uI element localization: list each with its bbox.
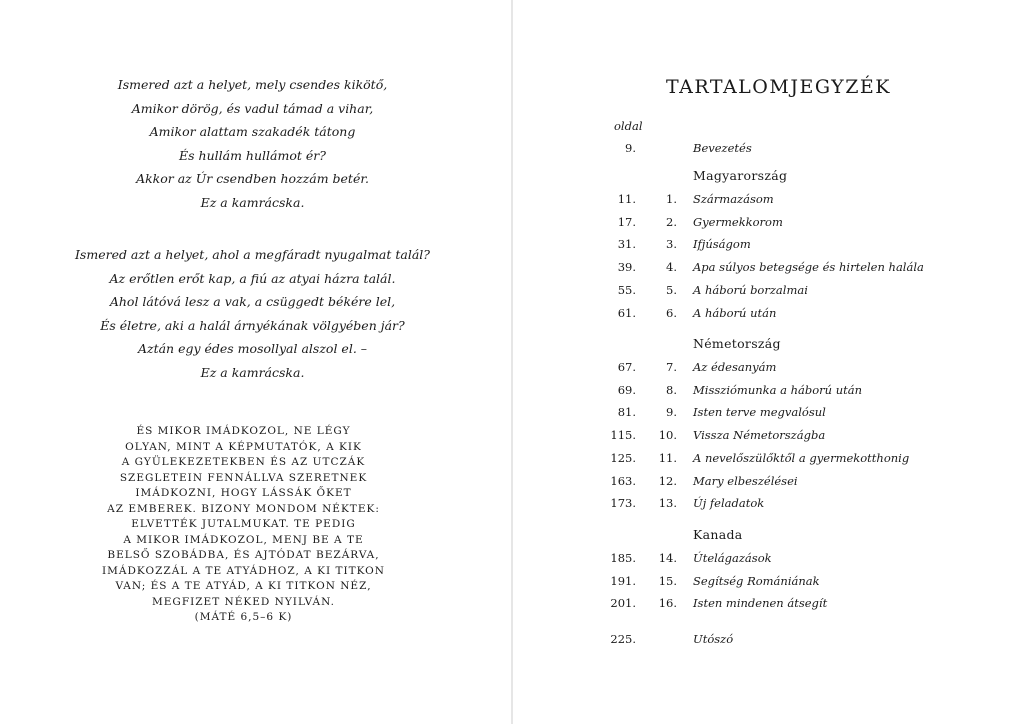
toc-chapter-title: Mary elbeszélései <box>693 473 798 488</box>
verse-line: ELVETTÉK JUTALMUKAT. TE PEDIG <box>131 518 356 530</box>
toc-page-number: 115. <box>610 428 636 443</box>
toc-page-number: 163. <box>610 473 636 488</box>
toc-entry[interactable] <box>514 551 1024 569</box>
poem-line: Ez a kamrácska. <box>200 194 305 210</box>
verse-line: IMÁDKOZNI, HOGY LÁSSÁK ŐKET <box>135 487 352 499</box>
toc-page-number: 69. <box>617 382 636 397</box>
poem-line: Az erőtlen erőt kap, a fiú az atyai házra talál. <box>109 270 396 286</box>
toc-page-number: 31. <box>617 237 636 252</box>
verse-line: A MIKOR IMÁDKOZOL, MENJ BE A TE <box>123 533 364 546</box>
poem-line: Amikor dörög, és vadul támad a vihar, <box>131 100 374 116</box>
toc-entry[interactable] <box>514 451 1024 469</box>
toc-chapter-title: Útelágazások <box>693 551 772 565</box>
verse-line: BELSŐ SZOBÁDBA, ÉS AJTÓDAT BEZÁRVA, <box>107 549 380 561</box>
toc-chapter-number: 9. <box>666 405 677 420</box>
left-page <box>0 0 510 724</box>
toc-entry[interactable] <box>514 260 1024 278</box>
toc-chapter-title: Vissza Németországba <box>693 428 826 443</box>
toc-page-number: 11. <box>617 192 636 206</box>
toc-section-heading: Németország <box>693 336 781 351</box>
toc-page-number: 201. <box>610 596 636 611</box>
toc-title: TARTALOMJEGYZÉK <box>666 76 891 98</box>
toc-entry[interactable] <box>514 360 1024 378</box>
verse-line: VAN; ÉS A TE ATYÁD, A KI TITKON NÉZ, <box>115 580 372 592</box>
toc-chapter-title: Isten terve megvalósul <box>693 405 826 420</box>
poem-line: Akkor az Úr csendben hozzám betér. <box>136 171 369 187</box>
toc-chapter-title: Isten mindenen átsegít <box>693 596 828 611</box>
verse-line: SZEGLETEIN FENNÁLLVA SZERETNEK <box>119 471 368 484</box>
toc-page-number: 9. <box>625 141 636 155</box>
toc-chapter-number: 12. <box>658 473 677 488</box>
page-gutter <box>511 0 513 724</box>
toc-chapter-number: 1. <box>666 192 677 206</box>
toc-page-number: 125. <box>610 450 636 465</box>
toc-page-number: 55. <box>617 282 636 297</box>
toc-entry[interactable] <box>514 192 1024 210</box>
toc-page-number: 17. <box>617 214 636 229</box>
toc-entry[interactable] <box>514 283 1024 301</box>
toc-chapter-title: Ifjúságom <box>693 237 751 252</box>
bible-verse <box>0 424 487 626</box>
toc-entry[interactable] <box>514 574 1024 592</box>
toc-chapter-number: 16. <box>658 596 677 611</box>
toc-page-number: 81. <box>617 405 636 420</box>
toc-entry[interactable] <box>514 306 1024 324</box>
toc-chapter-number: 13. <box>658 496 677 511</box>
toc-chapter-title: A háború után <box>693 305 777 320</box>
toc-chapter-title: Gyermekkorom <box>693 214 783 229</box>
poem-line: És életre, aki a halál árnyékának völgyében jár? <box>100 317 405 333</box>
poem-line: Ismered azt a helyet, ahol a megfáradt nyugalmat talál? <box>74 247 430 262</box>
toc-chapter-title: Apa súlyos betegsége és hirtelen halála <box>693 260 924 275</box>
toc-chapter-title: A háború borzalmai <box>693 282 808 297</box>
toc-chapter-title: Új feladatok <box>693 496 765 511</box>
toc-entry[interactable] <box>514 428 1024 446</box>
toc-page-number: 67. <box>617 360 636 374</box>
toc-section-heading: Magyarország <box>693 168 788 183</box>
toc-chapter-number: 6. <box>666 305 677 320</box>
toc-page-number: 173. <box>610 496 636 511</box>
toc-chapter-title: A nevelőszülőktől a gyermekotthonig <box>693 450 910 465</box>
toc-entry[interactable] <box>514 474 1024 492</box>
table-of-contents-page <box>514 0 1024 724</box>
toc-entry[interactable] <box>514 383 1024 401</box>
toc-chapter-title: Származásom <box>693 192 774 206</box>
verse-line: AZ EMBEREK. BIZONY MONDOM NÉKTEK: <box>107 502 380 515</box>
verse-line: ÉS MIKOR IMÁDKOZOL, NE LÉGY <box>136 425 351 437</box>
verse-line: (MÁTÉ 6,5–6 K) <box>194 611 293 623</box>
poem-line: Ismered azt a helyet, mely csendes kikötő, <box>117 77 388 92</box>
toc-page-number: 191. <box>610 573 636 588</box>
toc-chapter-title: Missziómunka a háború után <box>693 382 863 397</box>
poem-line: És hullám hullámot ér? <box>179 147 326 163</box>
toc-chapter-title: Bevezetés <box>693 141 752 155</box>
toc-section-heading: Kanada <box>693 527 743 542</box>
page-column-label: oldal <box>614 119 643 133</box>
toc-chapter-number: 3. <box>666 237 677 252</box>
toc-chapter-title: Az édesanyám <box>693 360 777 374</box>
toc-chapter-number: 5. <box>666 282 677 297</box>
toc-entry[interactable] <box>514 632 1024 650</box>
toc-entry[interactable] <box>514 215 1024 233</box>
toc-chapter-number: 15. <box>658 573 677 588</box>
toc-chapter-number: 2. <box>666 214 677 229</box>
toc-entry[interactable] <box>514 596 1024 614</box>
verse-line: OLYAN, MINT A KÉPMUTATÓK, A KIK <box>125 440 362 453</box>
toc-entry[interactable] <box>514 405 1024 423</box>
toc-entry[interactable] <box>514 496 1024 514</box>
toc-chapter-number: 14. <box>658 551 677 565</box>
verse-line: A GYÜLEKEZETEKBEN ÉS AZ UTCZÁK <box>121 456 366 468</box>
poem-stanza-1 <box>0 73 505 215</box>
toc-page-number: 225. <box>610 632 636 646</box>
toc-entry[interactable] <box>514 237 1024 255</box>
toc-entry[interactable] <box>514 141 1024 159</box>
poem-line: Ahol látóvá lesz a vak, a csüggedt békére lel, <box>109 294 396 310</box>
poem-line: Ez a kamrácska. <box>200 364 305 380</box>
toc-chapter-number: 4. <box>666 260 677 275</box>
toc-chapter-number: 11. <box>658 450 677 465</box>
poem-line: Aztán egy édes mosollyal alszol el. – <box>137 341 368 357</box>
verse-line: MEGFIZET NÉKED NYILVÁN. <box>152 595 335 608</box>
toc-chapter-number: 8. <box>666 382 677 397</box>
poem-line: Amikor alattam szakadék tátong <box>149 124 356 140</box>
toc-page-number: 39. <box>617 260 636 275</box>
toc-chapter-number: 10. <box>658 428 677 443</box>
toc-chapter-title: Segítség Romániának <box>693 573 820 588</box>
toc-page-number: 185. <box>610 551 636 565</box>
poem-stanza-2 <box>0 243 505 385</box>
toc-chapter-title: Utószó <box>693 632 734 646</box>
verse-line: IMÁDKOZZÁL A TE ATYÁDHOZ, A KI TITKON <box>102 564 385 577</box>
toc-chapter-number: 7. <box>666 360 677 374</box>
toc-page-number: 61. <box>617 305 636 320</box>
